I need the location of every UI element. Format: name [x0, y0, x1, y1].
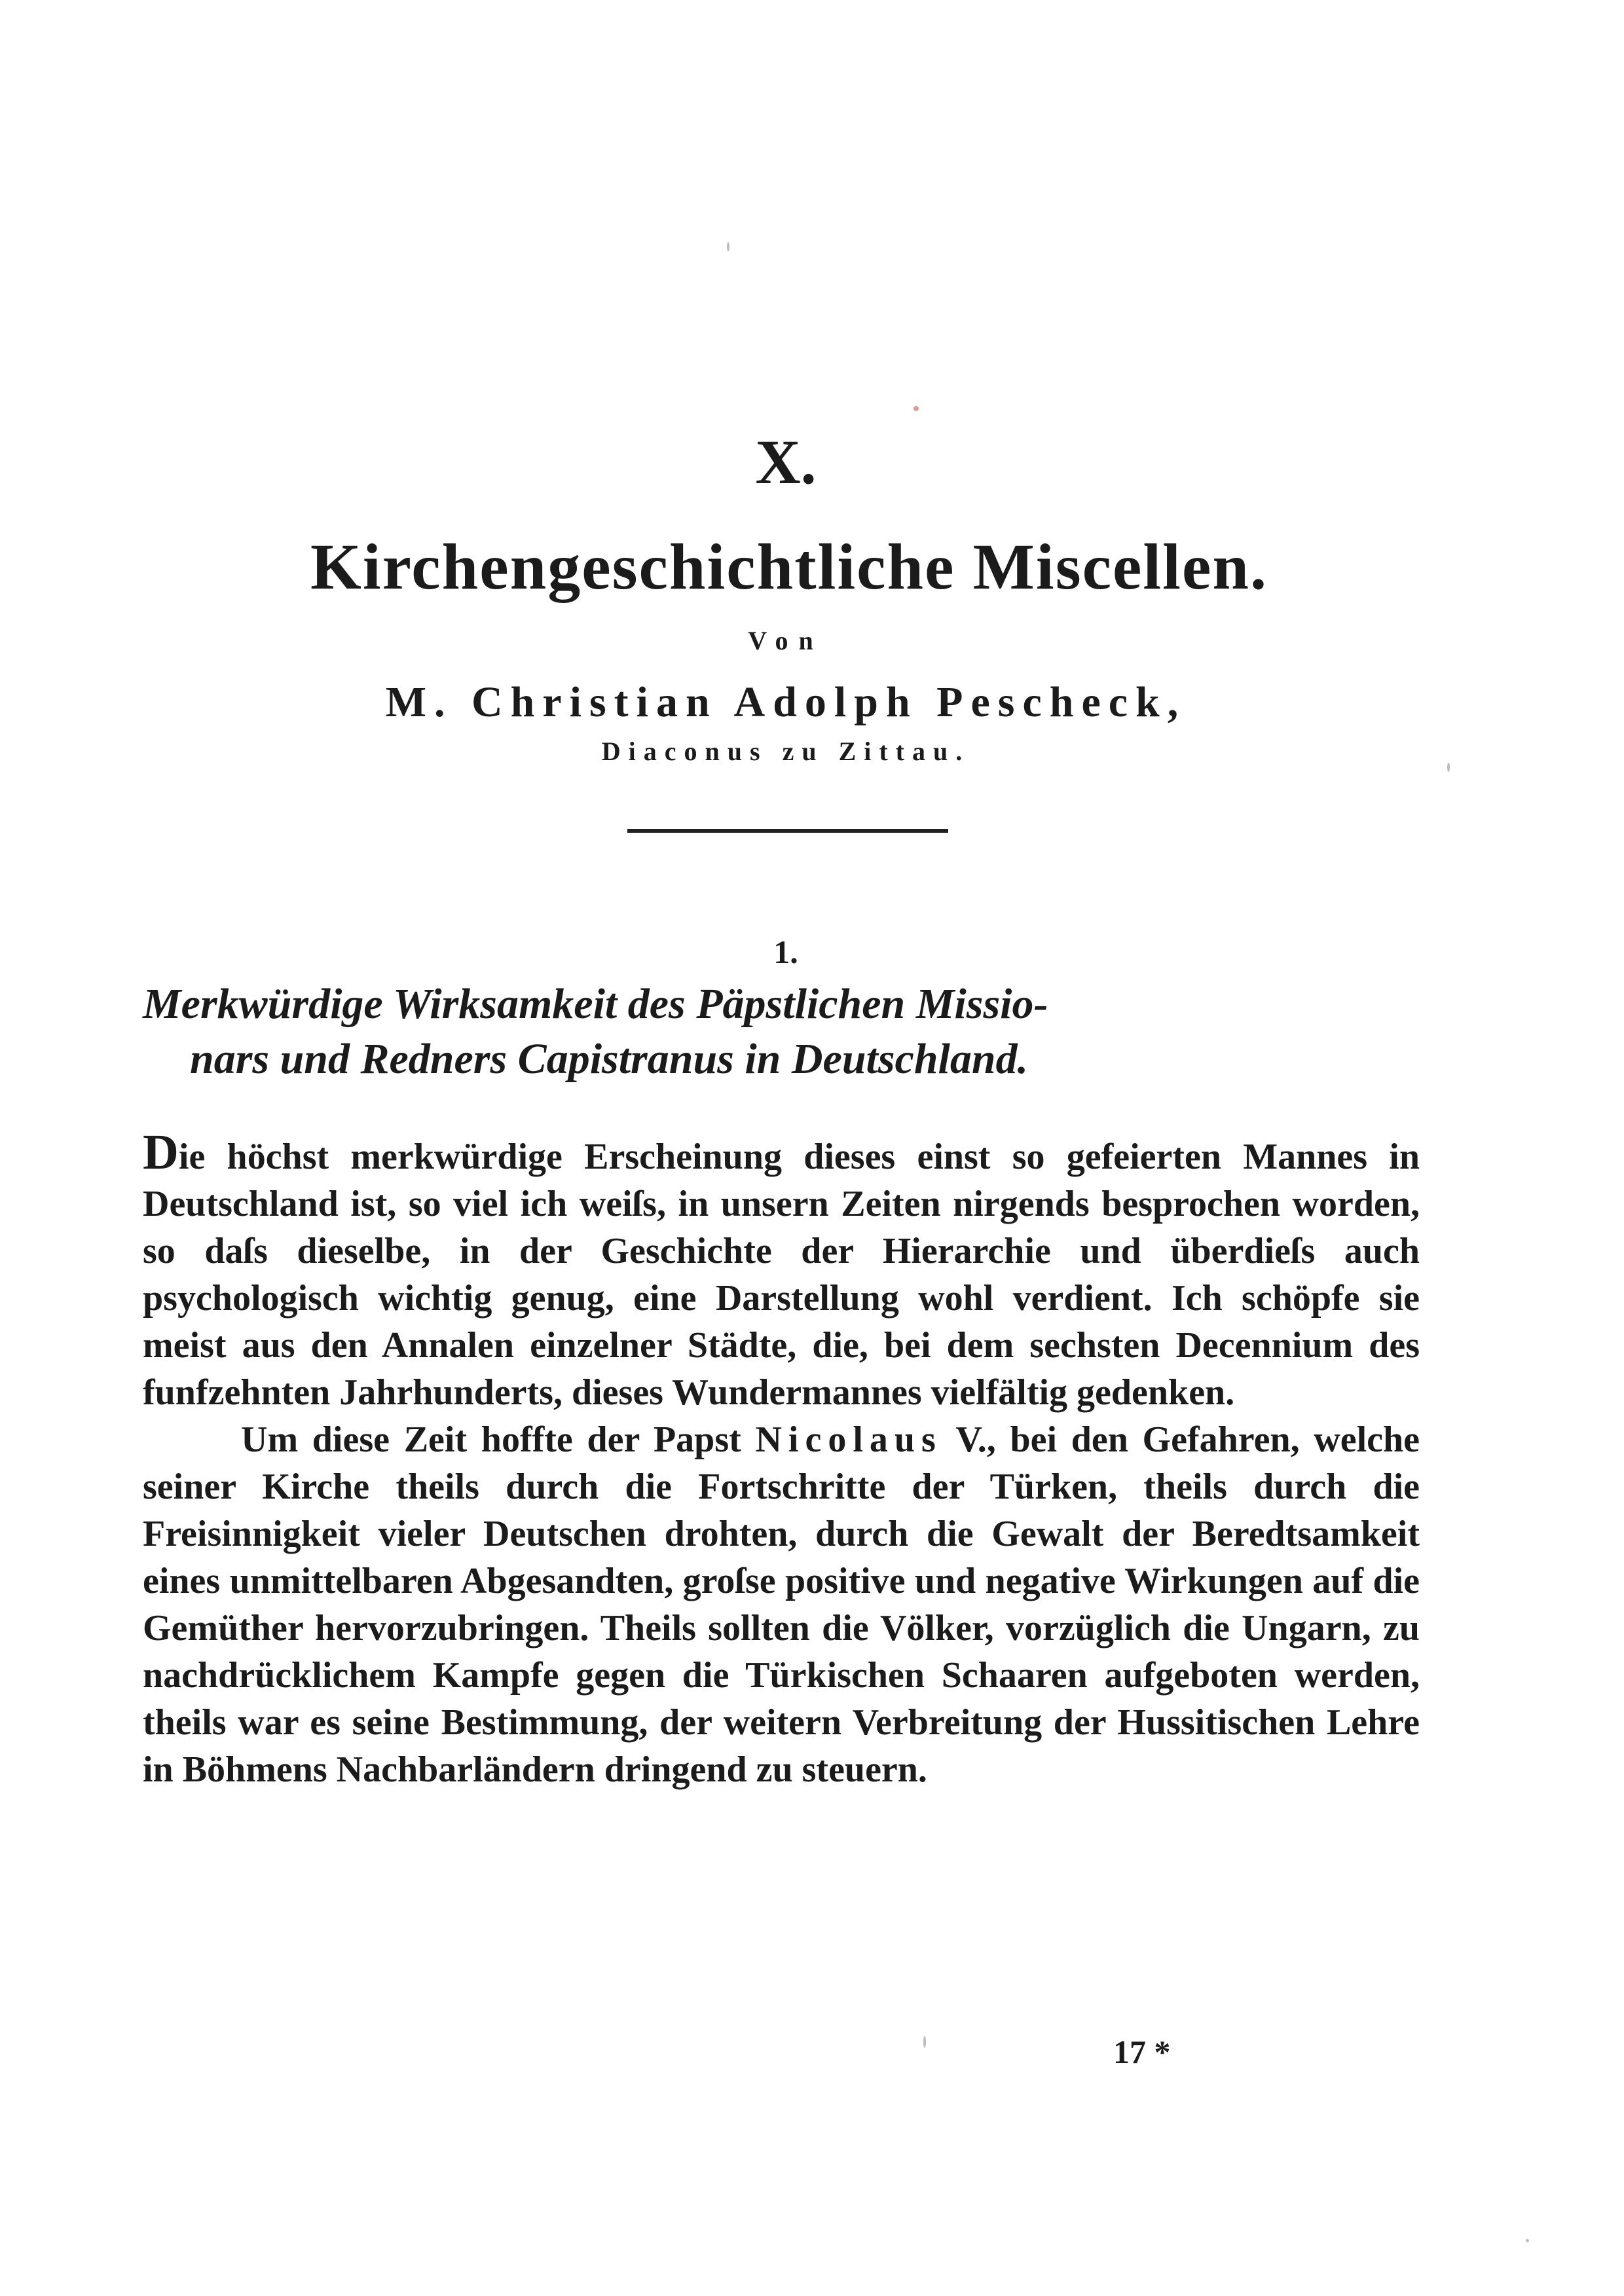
- paragraph-2: [143, 1416, 1420, 1793]
- paper-speck: [923, 2036, 926, 2048]
- pope-name: Nicolaus: [755, 1419, 942, 1460]
- paper-speck: [727, 242, 729, 251]
- body-text: [143, 1125, 1420, 1793]
- paper-speck: [913, 406, 919, 411]
- paragraph-2-lead: Um diese Zeit hoffte der Papst: [241, 1419, 741, 1460]
- section-title-line-2: nars und Redners Capistranus in Deutschland.: [190, 1035, 1029, 1083]
- section-number: 1.: [773, 934, 798, 970]
- author-preposition: Von: [748, 626, 824, 655]
- section-title-line-1: Merkwürdige Wirksamkeit des Päpstlichen Missio-: [143, 980, 1048, 1028]
- chapter-numeral: X.: [755, 427, 817, 497]
- paragraph-1-text: ie höchst merkwürdige Erscheinung dieses einst so gefeierten Mannes in Deutschland ist, so viel ich weiſs, in unsern Zeiten nirgends besprochen worden, so daſs dieselbe, in der Geschichte der Hierarchie und überdieſs auch psychologisch wichtig genug, eine Darstellung wohl verdient. Ich schöpfe sie meist aus den Annalen einzelner Städte, die, bei dem sechsten Decennium des funfzehnten Jahrhunderts, dieses Wundermannes vielfältig gedenken.: [143, 1137, 1420, 1413]
- paper-speck: [1447, 763, 1450, 772]
- paragraph-1: [143, 1125, 1420, 1416]
- horizontal-divider: [627, 829, 948, 833]
- page-number: 17 *: [1113, 2033, 1171, 2070]
- chapter-title: Kirchengeschichtliche Miscellen.: [310, 530, 1268, 603]
- paragraph-2-text: V., bei den Gefahren, welche seiner Kirche theils durch die Fortschritte der Türken, theils durch die Freisinnigkeit vieler Deutschen drohten, durch die Gewalt der Beredtsamkeit eines unmittelbaren Abgesandten, groſse positive und negative Wirkungen auf die Gemüther hervorzubringen. Theils sollten die Völker, vorzüglich die Ungarn, zu nachdrücklichem Kampfe gegen die Türkischen Schaaren aufgeboten werden, theils war es seine Bestimmung, der weitern Verbreitung der Hussitischen Lehre in Böhmens Nachbarländern dringend zu steuern.: [143, 1419, 1420, 1790]
- paper-speck: [1526, 2239, 1529, 2242]
- drop-cap: D: [143, 1125, 179, 1180]
- author-affiliation: Diaconus zu Zittau.: [601, 737, 970, 766]
- author-name: M. Christian Adolph Pescheck,: [385, 678, 1187, 726]
